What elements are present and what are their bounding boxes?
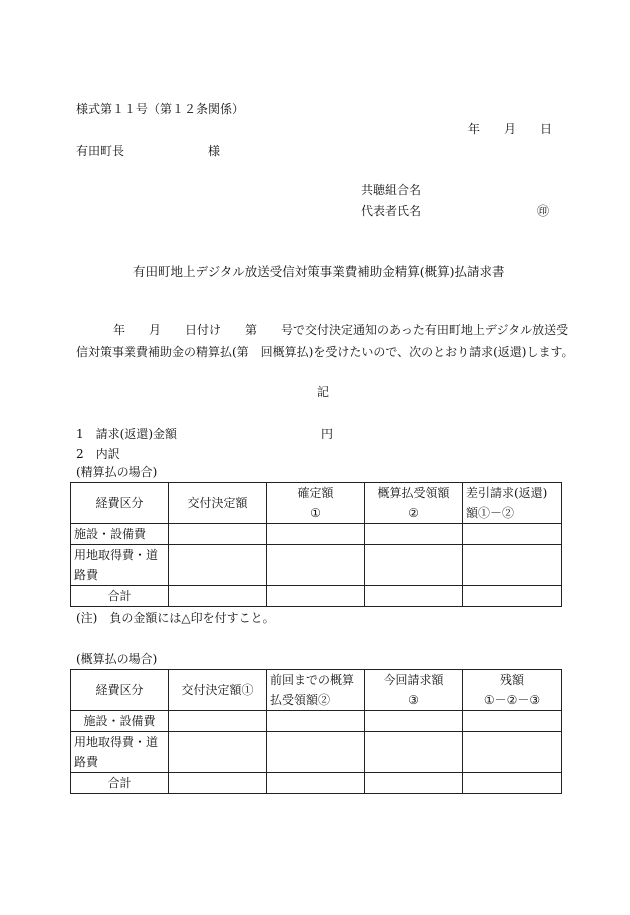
item-1: 1 請求(返還)金額 円 — [76, 427, 333, 441]
table-cell — [463, 711, 562, 732]
body-line-2: 信対策事業費補助金の精算払(第 回概算払)を受けたいので、次のとおり請求(返還)します。 — [76, 345, 574, 359]
table-cell — [267, 732, 365, 773]
addressee: 有田町長 様 — [76, 144, 221, 158]
row-total: 合計 — [71, 773, 169, 794]
table-cell — [169, 586, 267, 607]
table-cell — [267, 545, 365, 586]
advance-table — [70, 669, 562, 794]
header-decided-amount: 交付決定額 — [169, 483, 267, 524]
row-land-road: 用地取得費・道路費 — [71, 545, 169, 586]
table1-caption: (精算払の場合) — [76, 465, 158, 479]
document-title: 有田町地上デジタル放送受信対策事業費補助金精算(概算)払請求書 — [133, 264, 505, 279]
table-cell — [267, 524, 365, 545]
table-cell — [365, 586, 463, 607]
table-cell — [169, 711, 267, 732]
ki-mark: 記 — [317, 385, 330, 399]
table-cell — [365, 773, 463, 794]
table-cell — [463, 586, 562, 607]
header-balance: 残額 ①－②－③ — [463, 670, 562, 711]
row-land-road: 用地取得費・道路費 — [71, 732, 169, 773]
header-current-request: 今回請求額 ③ — [365, 670, 463, 711]
header-decided-amount: 交付決定額① — [169, 670, 267, 711]
settlement-table — [70, 482, 562, 607]
table1-note: (注) 負の金額には△印を付すこと。 — [76, 611, 275, 625]
body-line-1: 年 月 日付け 第 号で交付決定通知のあった有田町地上デジタル放送受 — [113, 323, 569, 337]
association-label: 共聴組合名 — [361, 183, 422, 197]
header-expense-category: 経費区分 — [71, 670, 169, 711]
row-facility-equipment: 施設・設備費 — [71, 524, 169, 545]
row-total: 合計 — [71, 586, 169, 607]
header-expense-category: 経費区分 — [71, 483, 169, 524]
representative-label: 代表者氏名 — [361, 204, 422, 218]
header-confirmed-amount: 確定額 ① — [267, 483, 365, 524]
table-cell — [169, 545, 267, 586]
table-cell — [463, 524, 562, 545]
item-2: 2 内訳 — [76, 447, 120, 461]
table-cell — [267, 711, 365, 732]
table-cell — [267, 773, 365, 794]
seal-mark: ㊞ — [537, 204, 550, 218]
table-cell — [267, 586, 365, 607]
row-facility-equipment: 施設・設備費 — [71, 711, 169, 732]
header-difference-amount: 差引請求(返還) 額①－② — [463, 483, 562, 524]
header-received-amount: 概算払受領額 ② — [365, 483, 463, 524]
table-cell — [169, 524, 267, 545]
table-cell — [463, 773, 562, 794]
table-cell — [365, 711, 463, 732]
table-cell — [169, 732, 267, 773]
table-cell — [365, 545, 463, 586]
table2-caption: (概算払の場合) — [76, 652, 158, 666]
form-number: 様式第１１号（第１２条関係） — [76, 102, 245, 116]
table-cell — [365, 524, 463, 545]
table-cell — [169, 773, 267, 794]
header-previous-received: 前回までの概算払受領額② — [267, 670, 365, 711]
date-line: 年 月 日 — [468, 122, 553, 136]
table-cell — [463, 732, 562, 773]
table-cell — [365, 732, 463, 773]
table-cell — [463, 545, 562, 586]
